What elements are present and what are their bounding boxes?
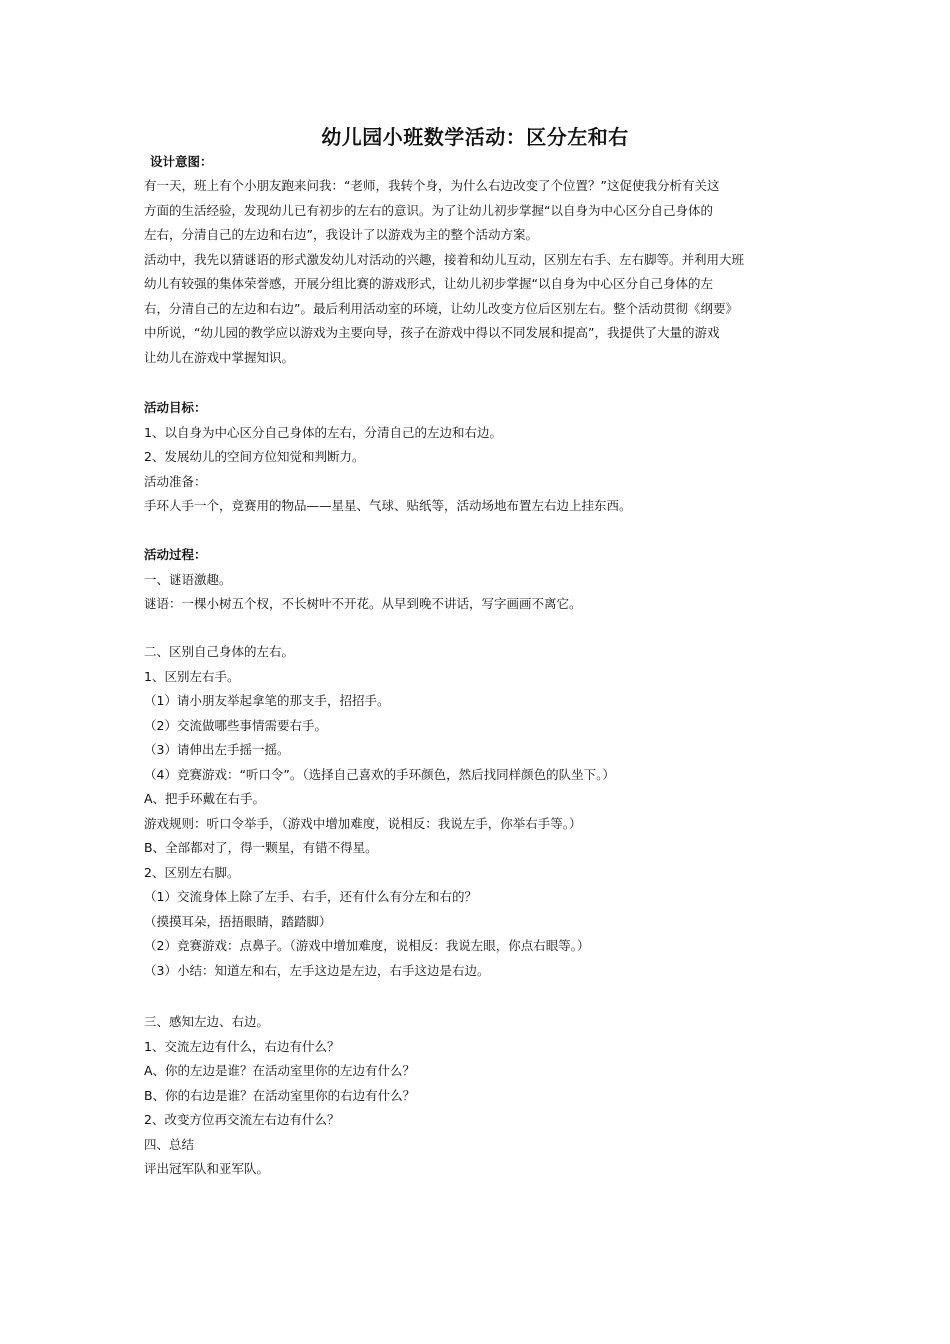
goals-heading: 活动目标： bbox=[144, 400, 207, 415]
process-part2 bbox=[144, 640, 814, 983]
list-item: 1、交流左边有什么，右边有什么？ bbox=[144, 1038, 340, 1054]
goals-section bbox=[144, 396, 814, 519]
paragraph-line: 幼儿有较强的集体荣誉感，开展分组比赛的游戏形式，让幼儿初步掌握“以自身为中心区分自己身体的左 bbox=[144, 276, 713, 291]
paragraph-line: 让幼儿在游戏中掌握知识。 bbox=[144, 349, 295, 365]
list-item: 一、谜语激趣。 bbox=[144, 571, 232, 587]
paragraph-line: 活动中，我先以猜谜语的形式激发幼儿对活动的兴趣，接着和幼儿互动，区别左右手、左右脚等。并利用大班 bbox=[144, 251, 745, 267]
paragraph-line: 有一天，班上有个小朋友跑来问我：“老师，我转个身，为什么右边改变了个位置？”这促使我分析有关这 bbox=[144, 178, 720, 193]
design-intent-body bbox=[144, 174, 814, 370]
list-item: 谜语：一棵小树五个杈，不长树叶不开花。从早到晚不讲话，写字画画不离它。 bbox=[144, 596, 582, 611]
paragraph-line: 中所说，“幼儿园的教学应以游戏为主要向导，孩子在游戏中得以不同发展和提高”，我提供了大量的游戏 bbox=[144, 325, 720, 340]
list-item: （4）竞赛游戏：“听口令”。（选择自己喜欢的手环颜色，然后找同样颜色的队坐下。） bbox=[144, 766, 615, 782]
list-item: 2、区别左右脚。 bbox=[144, 864, 240, 880]
list-item: （2）竞赛游戏：点鼻子。（游戏中增加难度，说相反：我说左眼，你点右眼等。） bbox=[144, 938, 590, 953]
paragraph-line: 左右，分清自己的左边和右边”，我设计了以游戏为主的整个活动方案。 bbox=[144, 227, 538, 242]
list-item: 三、感知左边、右边。 bbox=[144, 1014, 270, 1029]
list-item: A、你的左边是谁？在活动室里你的左边有什么？ bbox=[144, 1063, 416, 1078]
list-item: B、你的右边是谁？在活动室里你的右边有什么？ bbox=[144, 1087, 416, 1103]
list-item: 游戏规则：听口令举手，（游戏中增加难度，说相反：我说左手，你举右手等。） bbox=[144, 815, 582, 831]
design-intent-section bbox=[144, 150, 814, 175]
paragraph-line: 方面的生活经验，发现幼儿已有初步的左右的意识。为了让幼儿初步掌握“以自身为中心区分自己身体的 bbox=[144, 202, 713, 218]
list-item: （3）小结：知道左和右，左手这边是左边，右手这边是右边。 bbox=[144, 962, 490, 978]
document-title: 幼儿园小班数学活动：区分左和右 bbox=[321, 125, 629, 149]
list-item: 四、总结 bbox=[144, 1136, 195, 1152]
list-item: 二、区别自己身体的左右。 bbox=[144, 644, 295, 659]
preparation-text: 手环人手一个，竞赛用的物品——星星、气球、贴纸等，活动场地布置左右边上挂东西。 bbox=[144, 498, 632, 513]
list-item: 2、改变方位再交流左右边有什么？ bbox=[144, 1112, 340, 1127]
list-item: 评出冠军队和亚军队。 bbox=[144, 1161, 270, 1176]
process-section bbox=[144, 543, 814, 617]
list-item: 1、区别左右手。 bbox=[144, 668, 240, 684]
list-item: （2）交流做哪些事情需要右手。 bbox=[144, 717, 327, 733]
process-part3 bbox=[144, 1010, 814, 1182]
process-heading: 活动过程： bbox=[144, 547, 207, 562]
list-item: 1、以自身为中心区分自己身体的左右，分清自己的左边和右边。 bbox=[144, 424, 502, 440]
preparation-heading: 活动准备： bbox=[144, 473, 207, 489]
list-item: B、全部都对了，得一颗星，有错不得星。 bbox=[144, 840, 378, 855]
list-item: （1）交流身体上除了左手、右手，还有什么有分左和右的？ bbox=[144, 889, 477, 904]
paragraph-line: 右，分清自己的左边和右边”。最后利用活动室的环境，让幼儿改变方位后区别左右。整个活动贯彻《纲要》 bbox=[144, 300, 738, 316]
list-item: （摸摸耳朵，捂捂眼睛，踏踏脚） bbox=[144, 913, 332, 929]
list-item: （3）请伸出左手摇一摇。 bbox=[144, 742, 290, 757]
list-item: 2、发展幼儿的空间方位知觉和判断力。 bbox=[144, 449, 365, 464]
list-item: （1）请小朋友举起拿笔的那支手，招招手。 bbox=[144, 693, 390, 708]
list-item: A、把手环戴在右手。 bbox=[144, 791, 266, 806]
design-intent-heading: 设计意图： bbox=[150, 154, 213, 169]
